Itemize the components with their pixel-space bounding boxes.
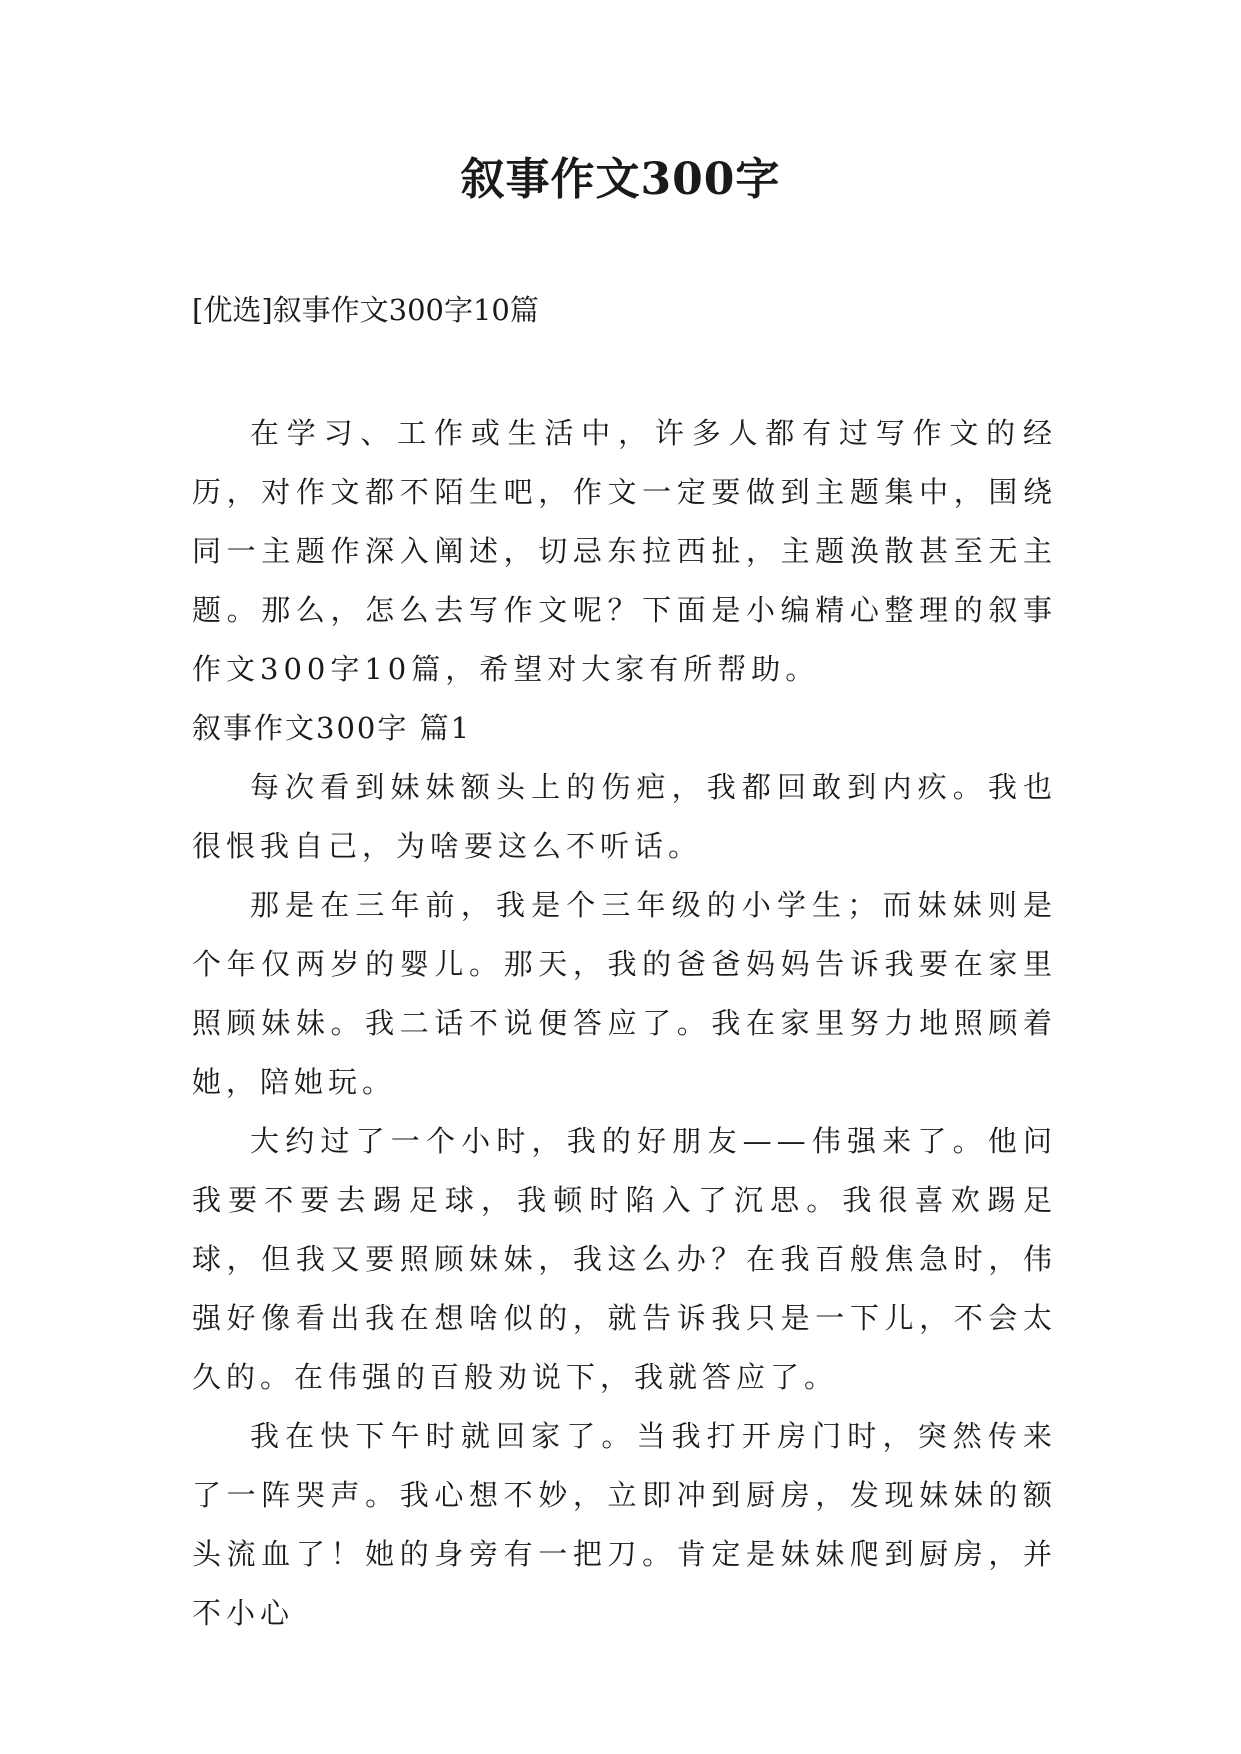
document-subtitle: [优选]叙事作文300字10篇 — [192, 293, 539, 327]
body-paragraph: 每次看到妹妹额头上的伤疤，我都回敢到内疚。我也很恨我自己，为啥要这么不听话。 — [192, 770, 1057, 863]
intro-paragraph: 在学习、工作或生活中，许多人都有过写作文的经历，对作文都不陌生吧，作文一定要做到主题集中，围绕同一主题作深入阐述，切忌东拉西扯，主题涣散甚至无主题。那么，怎么去写作文呢？下面是小编精心整理的叙事作文300字10篇，希望对大家有所帮助。 — [192, 416, 1057, 686]
body-paragraph: 大约过了一个小时，我的好朋友——伟强来了。他问我要不要去踢足球，我顿时陷入了沉思。我很喜欢踢足球，但我又要照顾妹妹，我这么办？在我百般焦急时，伟强好像看出我在想啥似的，就告诉我只是一下儿，不会太久的。在伟强的百般劝说下，我就答应了。 — [192, 1124, 1057, 1394]
document-title: 叙事作文300字 — [460, 154, 781, 205]
body-paragraph: 我在快下午时就回家了。当我打开房门时，突然传来了一阵哭声。我心想不妙，立即冲到厨房，发现妹妹的额头流血了！她的身旁有一把刀。肯定是妹妹爬到厨房，并不小心 — [192, 1419, 1057, 1630]
section-heading: 叙事作文300字 篇1 — [192, 711, 472, 745]
document-body — [192, 404, 1057, 1643]
body-paragraph: 那是在三年前，我是个三年级的小学生；而妹妹则是个年仅两岁的婴儿。那天，我的爸爸妈妈告诉我要在家里照顾妹妹。我二话不说便答应了。我在家里努力地照顾着她，陪她玩。 — [192, 888, 1057, 1099]
